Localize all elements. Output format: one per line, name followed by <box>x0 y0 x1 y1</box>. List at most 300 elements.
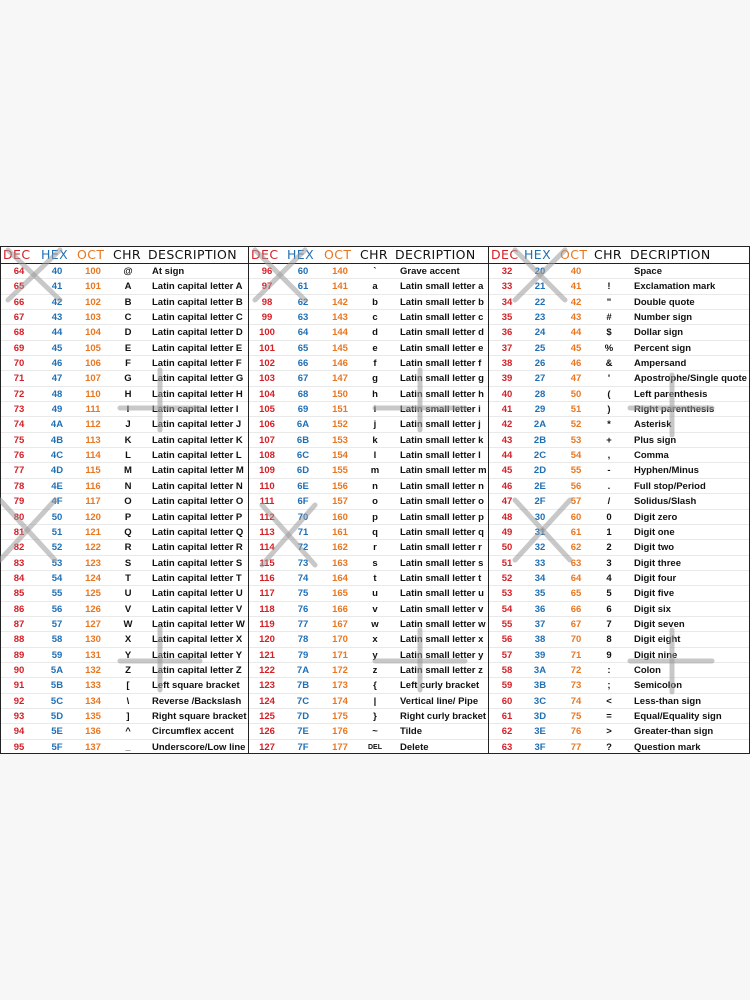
dec-cell: 41 <box>501 404 513 416</box>
oct-cell: 51 <box>570 404 582 416</box>
chr-cell: ` <box>373 266 377 277</box>
chr-cell: / <box>607 496 611 508</box>
table-row <box>1 571 248 586</box>
chr-cell: b <box>372 296 378 308</box>
description-cell: Latin capital letter C <box>152 312 243 324</box>
hex-cell: 61 <box>297 281 309 293</box>
hex-cell: 63 <box>297 312 309 324</box>
oct-cell: 177 <box>332 741 348 753</box>
description-cell: Exclamation mark <box>634 281 716 293</box>
hex-cell: 7B <box>296 680 310 692</box>
description-cell: Latin small letter q <box>400 526 484 538</box>
table-row <box>489 571 749 586</box>
oct-cell: 165 <box>332 588 348 600</box>
chr-cell: ^ <box>125 726 131 738</box>
hex-cell: 67 <box>297 373 309 385</box>
table-row <box>1 295 248 310</box>
hex-cell: 66 <box>297 358 309 370</box>
table-row <box>1 417 248 432</box>
hex-cell: 7D <box>296 710 310 722</box>
table-row <box>249 617 488 632</box>
table-row <box>249 371 488 386</box>
hex-cell: 35 <box>534 588 546 600</box>
description-cell: Latin capital letter B <box>152 296 243 308</box>
hex-cell: 70 <box>297 511 309 523</box>
dec-cell: 89 <box>13 649 25 661</box>
dec-cell: 90 <box>13 664 25 676</box>
hex-cell: 26 <box>534 358 546 370</box>
chr-cell: S <box>124 557 132 569</box>
description-cell: Plus sign <box>634 434 677 446</box>
oct-cell: 137 <box>85 741 101 753</box>
dec-cell: 65 <box>13 281 25 293</box>
description-cell: Delete <box>400 741 429 753</box>
oct-cell: 113 <box>85 434 101 446</box>
hex-cell: 2C <box>533 450 547 462</box>
chr-cell: V <box>124 603 132 615</box>
hex-cell: 23 <box>534 312 546 324</box>
chr-cell: s <box>372 557 378 569</box>
table-row <box>489 724 749 739</box>
table-row <box>489 310 749 325</box>
dec-cell: 56 <box>501 634 513 646</box>
table-row <box>1 632 248 647</box>
chr-cell: c <box>372 312 378 324</box>
dec-cell: 36 <box>501 327 513 339</box>
chr-cell: + <box>606 434 612 446</box>
hex-cell: 39 <box>534 649 546 661</box>
chr-cell: > <box>606 726 612 738</box>
oct-cell: 135 <box>85 710 101 722</box>
description-cell: Digit two <box>634 542 675 554</box>
table-row <box>249 264 488 279</box>
header-description: DECRIPTION <box>630 247 711 262</box>
hex-cell: 28 <box>534 388 546 400</box>
chr-cell: ' <box>607 373 611 385</box>
hex-cell: 3B <box>533 680 547 692</box>
description-cell: Latin small letter z <box>400 664 483 676</box>
dec-cell: 33 <box>501 281 513 293</box>
table-row <box>489 617 749 632</box>
table-row <box>489 709 749 724</box>
hex-cell: 65 <box>297 342 309 354</box>
table-row <box>249 556 488 571</box>
hex-cell: 71 <box>297 526 309 538</box>
description-cell: Latin small letter u <box>400 588 484 600</box>
description-cell: Latin capital letter P <box>152 511 243 523</box>
chr-cell: % <box>604 342 614 354</box>
oct-cell: 77 <box>570 741 582 753</box>
dec-cell: 38 <box>501 358 513 370</box>
hex-cell: 32 <box>534 542 546 554</box>
header-chr: CHR <box>360 247 389 262</box>
hex-cell: 45 <box>51 342 63 354</box>
description-cell: Latin capital letter M <box>152 465 244 477</box>
oct-cell: 100 <box>85 266 101 277</box>
description-cell: Latin capital letter U <box>152 588 243 600</box>
hex-cell: 56 <box>51 603 63 615</box>
table-row <box>1 678 248 693</box>
hex-cell: 33 <box>534 557 546 569</box>
dec-cell: 103 <box>259 373 275 385</box>
dec-cell: 53 <box>501 588 513 600</box>
hex-cell: 49 <box>51 404 63 416</box>
oct-cell: 130 <box>85 634 101 646</box>
description-cell: Digit six <box>634 603 671 615</box>
description-cell: Digit seven <box>634 618 685 630</box>
chr-cell: 6 <box>606 603 612 615</box>
table-row <box>249 724 488 739</box>
oct-cell: 114 <box>85 450 101 462</box>
chr-cell: w <box>371 618 379 630</box>
dec-cell: 79 <box>13 496 25 508</box>
chr-cell: ? <box>606 741 612 753</box>
hex-cell: 5F <box>51 741 63 753</box>
hex-cell: 43 <box>51 312 63 324</box>
chr-cell: Z <box>125 664 131 676</box>
dec-cell: 45 <box>501 465 513 477</box>
dec-cell: 73 <box>13 404 25 416</box>
chr-cell: G <box>124 373 132 385</box>
table-row <box>249 740 488 753</box>
chr-cell: " <box>606 296 612 308</box>
dec-cell: 76 <box>13 450 25 462</box>
oct-cell: 117 <box>85 496 101 508</box>
table-row <box>1 525 248 540</box>
hex-cell: 57 <box>51 618 63 630</box>
hex-cell: 55 <box>51 588 63 600</box>
hex-cell: 54 <box>51 572 63 584</box>
description-cell: Right square bracket <box>152 710 247 722</box>
dec-cell: 67 <box>13 312 25 324</box>
dec-cell: 32 <box>501 266 513 277</box>
hex-cell: 64 <box>297 327 309 339</box>
dec-cell: 44 <box>501 450 513 462</box>
dec-cell: 112 <box>259 511 275 523</box>
table-row <box>1 586 248 601</box>
oct-cell: 146 <box>332 358 348 370</box>
hex-cell: 37 <box>534 618 546 630</box>
oct-cell: 145 <box>332 342 348 354</box>
chr-cell: 8 <box>606 634 612 646</box>
hex-cell: 62 <box>297 296 309 308</box>
hex-cell: 5B <box>50 680 64 692</box>
chr-cell: - <box>607 465 611 477</box>
description-cell: Digit three <box>634 557 681 569</box>
chr-cell: y <box>372 649 378 661</box>
header-description: DESCRIPTION <box>148 247 238 262</box>
dec-cell: 95 <box>13 741 25 753</box>
table-row <box>1 724 248 739</box>
chr-cell: } <box>373 710 377 722</box>
dec-cell: 91 <box>13 680 25 692</box>
hex-cell: 2D <box>533 465 547 477</box>
oct-cell: 156 <box>332 480 348 492</box>
description-cell: Left curly bracket <box>400 680 480 692</box>
oct-cell: 155 <box>332 465 348 477</box>
table-row <box>489 417 749 432</box>
description-cell: Circumflex accent <box>152 726 234 738</box>
table-row <box>489 463 749 478</box>
chr-cell: T <box>125 572 131 584</box>
chr-cell: R <box>124 542 132 554</box>
oct-cell: 167 <box>332 618 348 630</box>
oct-cell: 47 <box>570 373 582 385</box>
oct-cell: 142 <box>332 296 348 308</box>
oct-cell: 111 <box>85 404 101 416</box>
description-cell: At sign <box>152 266 185 277</box>
table-row <box>249 571 488 586</box>
oct-cell: 144 <box>332 327 348 339</box>
hex-cell: 29 <box>534 404 546 416</box>
table-row <box>1 264 248 279</box>
hex-cell: 41 <box>51 281 63 293</box>
chr-cell: i <box>373 404 377 416</box>
hex-cell: 7F <box>297 741 309 753</box>
table-row <box>1 556 248 571</box>
table-row <box>249 479 488 494</box>
panel-header <box>489 247 749 264</box>
dec-cell: 108 <box>259 450 275 462</box>
table-row <box>489 556 749 571</box>
hex-cell: 79 <box>297 649 309 661</box>
dec-cell: 34 <box>501 296 513 308</box>
table-row <box>489 694 749 709</box>
dec-cell: 121 <box>259 649 275 661</box>
chr-cell: Q <box>124 526 132 538</box>
table-row <box>1 602 248 617</box>
dec-cell: 74 <box>13 419 25 431</box>
description-cell: Latin small letter j <box>400 419 481 431</box>
chr-cell: [ <box>126 680 130 692</box>
oct-cell: 110 <box>85 388 101 400</box>
chr-cell: z <box>372 664 378 676</box>
oct-cell: 50 <box>570 388 582 400</box>
hex-cell: 7E <box>297 726 309 738</box>
hex-cell: 5A <box>50 664 64 676</box>
description-cell: Ampersand <box>634 358 687 370</box>
hex-cell: 3E <box>534 726 546 738</box>
description-cell: Asterisk <box>634 419 672 431</box>
description-cell: Vertical line/ Pipe <box>400 695 479 707</box>
dec-cell: 71 <box>13 373 25 385</box>
header-dec: DEC <box>3 247 31 262</box>
chr-cell: $ <box>606 327 612 339</box>
oct-cell: 157 <box>332 496 348 508</box>
table-row <box>249 663 488 678</box>
oct-cell: 70 <box>570 634 582 646</box>
dec-cell: 54 <box>501 603 513 615</box>
panel-rows <box>249 264 488 753</box>
ascii-table <box>0 246 750 754</box>
description-cell: Greater-than sign <box>634 726 714 738</box>
description-cell: Latin capital letter W <box>152 618 245 630</box>
table-row <box>1 341 248 356</box>
table-row <box>249 387 488 402</box>
chr-cell: ) <box>607 404 611 416</box>
hex-cell: 50 <box>51 511 63 523</box>
table-row <box>249 279 488 294</box>
table-row <box>249 325 488 340</box>
ascii-panel-lowercase <box>249 247 489 753</box>
table-row <box>1 356 248 371</box>
description-cell: Space <box>634 266 662 277</box>
description-cell: Number sign <box>634 312 693 324</box>
dec-cell: 107 <box>259 434 275 446</box>
hex-cell: 59 <box>51 649 63 661</box>
oct-cell: 153 <box>332 434 348 446</box>
chr-cell: 9 <box>606 649 612 661</box>
dec-cell: 116 <box>259 572 275 584</box>
ascii-panel-symbols <box>489 247 750 753</box>
table-row <box>489 740 749 753</box>
hex-cell: 7C <box>296 695 310 707</box>
hex-cell: 4D <box>50 465 64 477</box>
chr-cell: n <box>372 480 378 492</box>
table-row <box>489 663 749 678</box>
oct-cell: 66 <box>570 603 582 615</box>
description-cell: Double quote <box>634 296 695 308</box>
oct-cell: 115 <box>85 465 101 477</box>
hex-cell: 72 <box>297 542 309 554</box>
chr-cell: H <box>124 388 132 400</box>
table-row <box>249 510 488 525</box>
oct-cell: 143 <box>332 312 348 324</box>
dec-cell: 100 <box>259 327 275 339</box>
chr-cell: k <box>372 434 378 446</box>
description-cell: Reverse /Backslash <box>152 695 242 707</box>
chr-cell: DEL <box>368 743 382 751</box>
hex-cell: 3D <box>533 710 547 722</box>
hex-cell: 52 <box>51 542 63 554</box>
header-hex: HEX <box>287 247 315 262</box>
description-cell: Latin capital letter J <box>152 419 242 431</box>
description-cell: Semicolon <box>634 680 683 692</box>
dec-cell: 55 <box>501 618 513 630</box>
chr-cell: 7 <box>606 618 612 630</box>
dec-cell: 72 <box>13 388 25 400</box>
dec-cell: 117 <box>259 588 275 600</box>
chr-cell: h <box>372 388 378 400</box>
chr-cell: U <box>124 588 132 600</box>
oct-cell: 162 <box>332 542 348 554</box>
oct-cell: 52 <box>570 419 582 431</box>
chr-cell: ~ <box>372 726 378 738</box>
dec-cell: 111 <box>259 496 275 508</box>
chr-cell: & <box>605 358 613 370</box>
chr-cell: q <box>372 526 378 538</box>
description-cell: Latin small letter w <box>400 618 486 630</box>
description-cell: Digit four <box>634 572 677 584</box>
header-description: DECRIPTION <box>395 247 476 262</box>
chr-cell: L <box>125 450 131 462</box>
table-row <box>249 648 488 663</box>
dec-cell: 113 <box>259 526 275 538</box>
dec-cell: 70 <box>13 358 25 370</box>
table-row <box>1 310 248 325</box>
oct-cell: 40 <box>570 266 582 277</box>
chr-cell: { <box>373 680 377 692</box>
table-row <box>1 740 248 753</box>
description-cell: Latin small letter t <box>400 572 482 584</box>
hex-cell: 69 <box>297 404 309 416</box>
description-cell: Grave accent <box>400 266 460 277</box>
chr-cell: p <box>372 511 378 523</box>
table-row <box>249 341 488 356</box>
hex-cell: 76 <box>297 603 309 615</box>
description-cell: Latin small letter x <box>400 634 484 646</box>
description-cell: Colon <box>634 664 661 676</box>
dec-cell: 42 <box>501 419 513 431</box>
oct-cell: 163 <box>332 557 348 569</box>
description-cell: Latin small letter i <box>400 404 481 416</box>
hex-cell: 68 <box>297 388 309 400</box>
description-cell: Latin small letter l <box>400 450 481 462</box>
table-row <box>249 295 488 310</box>
chr-cell: 4 <box>606 572 612 584</box>
hex-cell: 77 <box>297 618 309 630</box>
chr-cell: K <box>124 434 132 446</box>
hex-cell: 34 <box>534 572 546 584</box>
table-row <box>489 295 749 310</box>
description-cell: Latin small letter r <box>400 542 482 554</box>
table-row <box>1 433 248 448</box>
dec-cell: 119 <box>259 618 275 630</box>
dec-cell: 48 <box>501 511 513 523</box>
chr-cell: d <box>372 327 378 339</box>
dec-cell: 97 <box>261 281 273 293</box>
hex-cell: 58 <box>51 634 63 646</box>
description-cell: Dollar sign <box>634 327 684 339</box>
oct-cell: 124 <box>85 572 101 584</box>
table-row <box>249 540 488 555</box>
header-chr: CHR <box>594 247 623 262</box>
description-cell: Latin capital letter E <box>152 342 243 354</box>
table-row <box>489 648 749 663</box>
oct-cell: 72 <box>570 664 582 676</box>
table-row <box>1 663 248 678</box>
table-row <box>249 586 488 601</box>
table-row <box>1 648 248 663</box>
chr-cell: 2 <box>606 542 612 554</box>
hex-cell: 3F <box>534 741 546 753</box>
oct-cell: 112 <box>85 419 101 431</box>
oct-cell: 125 <box>85 588 101 600</box>
description-cell: Latin capital letter Y <box>152 649 243 661</box>
dec-cell: 125 <box>259 710 275 722</box>
dec-cell: 49 <box>501 526 513 538</box>
oct-cell: 106 <box>85 358 101 370</box>
description-cell: Latin small letter c <box>400 312 484 324</box>
table-row <box>1 494 248 509</box>
hex-cell: 24 <box>534 327 546 339</box>
chr-cell: N <box>124 480 132 492</box>
panel-rows <box>1 264 248 753</box>
dec-cell: 75 <box>13 434 25 446</box>
table-row <box>489 540 749 555</box>
hex-cell: 6C <box>296 450 310 462</box>
table-row <box>249 694 488 709</box>
oct-cell: 73 <box>570 680 582 692</box>
chr-cell: , <box>607 450 611 462</box>
oct-cell: 62 <box>570 542 582 554</box>
oct-cell: 46 <box>570 358 582 370</box>
description-cell: Latin small letter f <box>400 358 482 370</box>
description-cell: Tilde <box>400 726 422 738</box>
description-cell: Latin capital letter K <box>152 434 243 446</box>
dec-cell: 105 <box>259 404 275 416</box>
chr-cell: 3 <box>606 557 612 569</box>
